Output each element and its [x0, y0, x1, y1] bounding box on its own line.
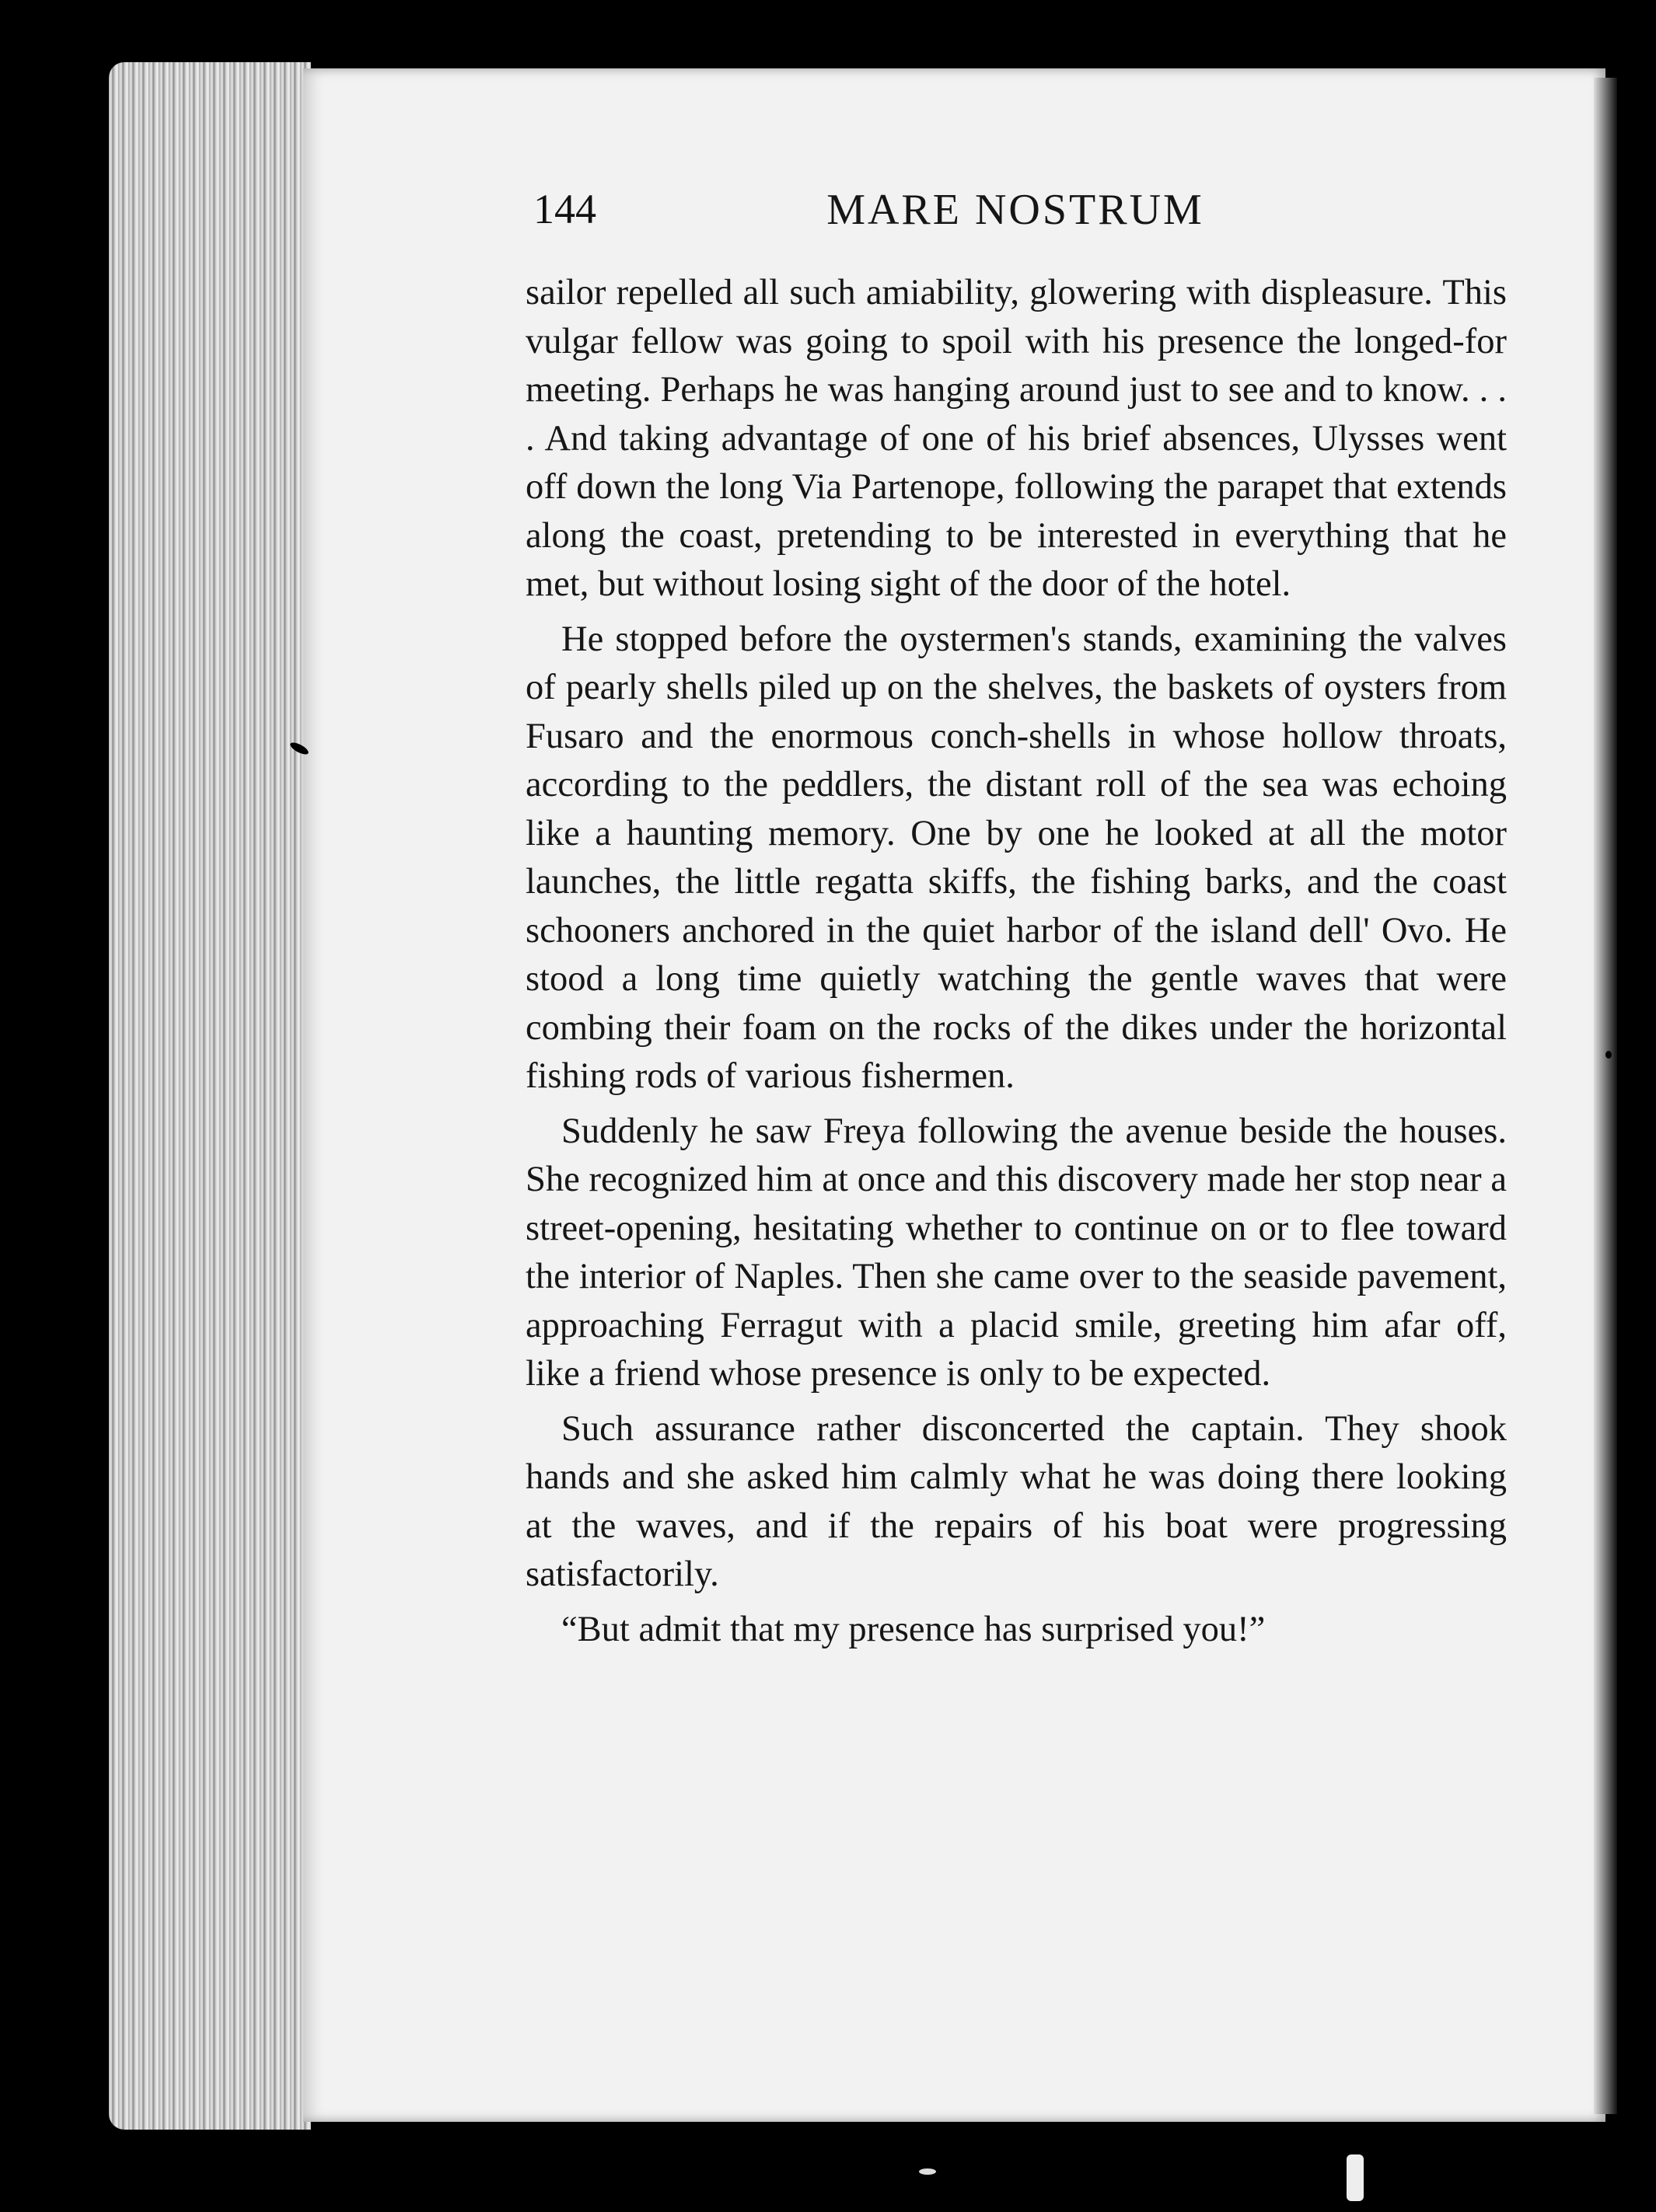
- page-number: 144: [533, 186, 596, 232]
- page-spine-shadow: [1594, 78, 1617, 2114]
- scan-speck: [1605, 1051, 1612, 1059]
- paragraph-4: Such assurance rather disconcerted the captain. They shook hands and she asked him calmly what he was doing there looking at the waves, and if the repairs of his boat were progressing satisfactorily.: [526, 1408, 1507, 1594]
- paragraph-1: sailor repelled all such amiability, glowering with displeasure. This vulgar fellow was going to spoil with his presence the longed-for meeting. Perhaps he was hanging around just to see and to know. . . . And taking advantage of one of his brief absences, Ulysses went off down the long Via Partenope, following the parapet that extends along the coast, pretending to be interested in everything that he met, but without losing sight of the door of the hotel.: [526, 273, 1507, 604]
- scan-speck: [1347, 2154, 1364, 2201]
- running-title: MARE NOSTRUM: [826, 186, 1204, 234]
- book-page-edges: [109, 62, 311, 2130]
- body-text: [526, 269, 1507, 1654]
- page-header: [533, 185, 1497, 247]
- paragraph-5: “But admit that my presence has surprised you!”: [561, 1609, 1266, 1649]
- paragraph-2: He stopped before the oystermen's stands, examining the valves of pearly shells piled up on the shelves, the baskets of oysters from Fusaro and the enormous conch-shells in whose hollow throats, according to the peddlers, the distant roll of the sea was echoing like a haunting memory. One by one he looked at all the motor launches, the little regatta skiffs, the fishing barks, and the coast schooners anchored in the quiet harbor of the island dell' Ovo. He stood a long time quietly watching the gentle waves that were combing their foam on the rocks of the dikes under the horizontal fishing rods of various fishermen.: [526, 619, 1507, 1096]
- paragraph-3: Suddenly he saw Freya following the avenue beside the houses. She recognized him at once and this discovery made her stop near a street-opening, hesitating whether to continue on or to flee toward the interior of Naples. Then she came over to the seaside pavement, approaching Ferragut with a placid smile, greeting him afar off, like a friend whose presence is only to be expected.: [526, 1111, 1507, 1394]
- scan-speck: [919, 2168, 936, 2175]
